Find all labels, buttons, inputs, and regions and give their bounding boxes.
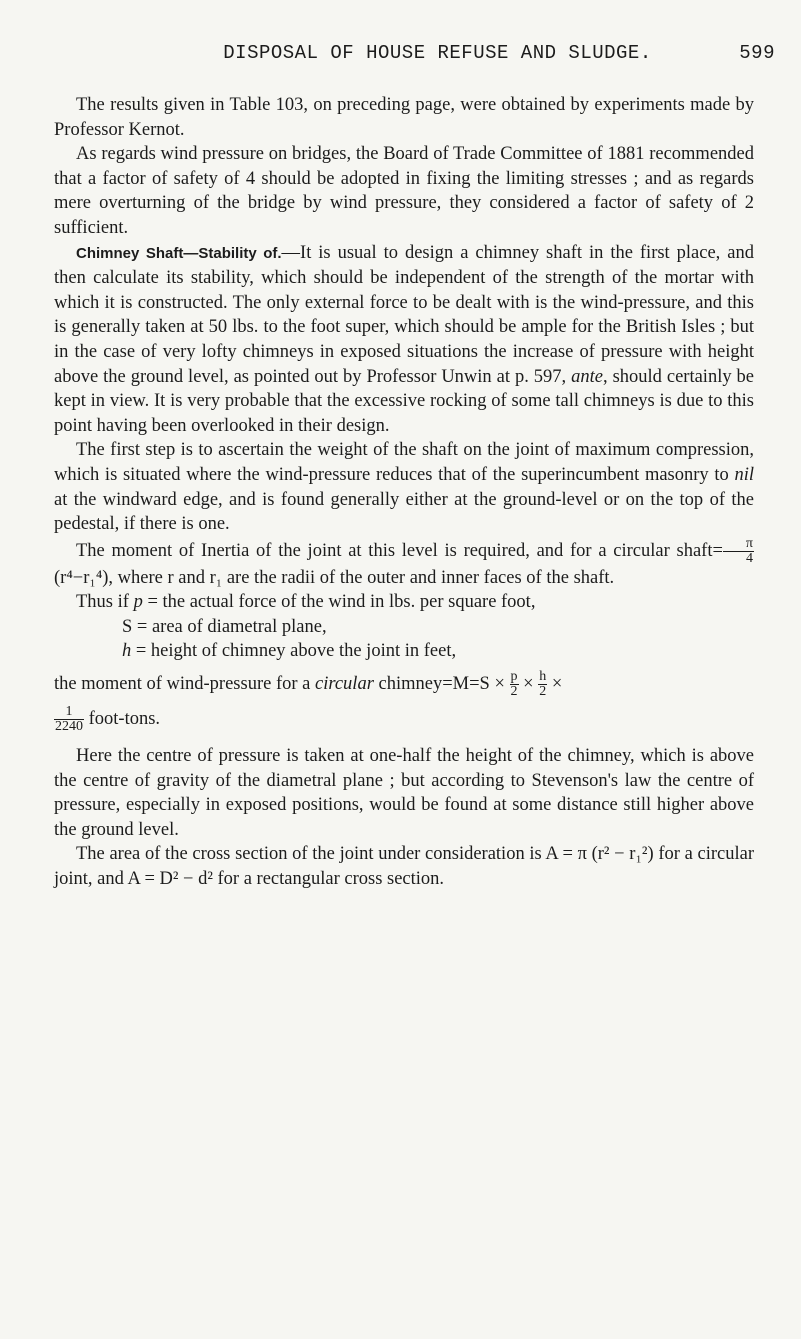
- page-number: 599: [739, 42, 775, 64]
- step-text-a: The first step is to ascertain the weight of the shaft on the joint of maximum compression, which is situated where the wind-pressure reduces that of the superincumbent masonry to: [54, 440, 754, 485]
- pi-over-four-fraction: [723, 537, 754, 566]
- moment-formula-cont: [54, 705, 754, 734]
- moment-pre: the moment of wind-pressure for a: [54, 673, 315, 694]
- moment-times: ×: [518, 673, 539, 694]
- spacer: [54, 734, 754, 744]
- paragraph-centre-of-pressure: Here the centre of pressure is taken at one-half the height of the chimney, which is above the centre of gravity of the diametral plane ; but according to Stevenson's law the centre of pressure, especially in exposed positions, would be found at some distance still higher above the ground level.: [54, 746, 754, 840]
- step-text-nil: nil: [734, 464, 754, 485]
- h-over-two-fraction: [538, 670, 547, 699]
- fraction-numerator: π: [723, 537, 754, 552]
- definition-p: [54, 590, 754, 615]
- paragraph-chimney-stability: [54, 241, 754, 439]
- paragraph-first-step: [54, 438, 754, 536]
- p-over-two-fraction: [510, 670, 519, 699]
- fraction-numerator: h: [539, 669, 547, 685]
- running-header: [88, 41, 787, 67]
- h-definition: = height of chimney above the joint in feet,: [131, 641, 457, 662]
- paragraph-inertia: [54, 537, 754, 591]
- section-text-b: , should certainly be kept in view. It is very probable that the excessive rocking of some tall chimneys is due to this point having been overlooked in their design.: [54, 366, 755, 436]
- fraction-numerator: 1: [54, 705, 84, 720]
- paragraph-kernot: The results given in Table 103, on preceding page, were obtained by experiments made by Professor Kernot.: [54, 95, 754, 140]
- section-heading: Chimney Shaft—Stability of.: [76, 244, 282, 262]
- one-over-2240-fraction: [54, 705, 84, 734]
- h-symbol: h: [122, 641, 132, 662]
- definition-s: S = area of diametral plane,: [122, 616, 327, 637]
- defs-thus: Thus if: [76, 592, 134, 613]
- paragraph-cross-section: The area of the cross section of the joint under consideration is A = π (r² − r₁²) for a circular joint, and A = D² − d² for a rectangular cross section.: [54, 844, 754, 890]
- fraction-numerator: p: [510, 669, 518, 685]
- fraction-denominator: 2240: [55, 719, 83, 735]
- moment-formula: [54, 670, 754, 699]
- step-text-b: at the windward edge, and is found generally either at the ground-level or on the top of the pedestal, if there is one.: [54, 489, 754, 535]
- header-title: DISPOSAL OF HOUSE REFUSE AND SLUDGE.: [223, 42, 652, 64]
- inertia-expression: (r⁴−r₁⁴), where r and r₁ are the radii of the outer and inner faces of the shaft.: [54, 567, 615, 588]
- moment-end: ×: [547, 673, 563, 694]
- moment-unit: foot-tons.: [84, 708, 161, 729]
- p-symbol: p: [133, 592, 143, 613]
- fraction-denominator: 2: [510, 684, 518, 700]
- definition-h: [54, 639, 754, 664]
- section-text-a: —It is usual to design a chimney shaft in the first place, and then calculate its stability, which should be independent of the strength of the mortar with which it is constructed. The only external force to be dealt with is the wind-pressure, and this is generally taken at 50 lbs. to the foot super, which should be ample for the British Isles ; but in the case of very lofty chimneys in exposed situations the increase of pressure with height above the ground level, as pointed out by Professor Unwin at p. 597,: [54, 242, 754, 387]
- inertia-intro: The moment of Inertia of the joint at this level is required, and for a circular shaft=: [76, 540, 723, 561]
- body-text: [54, 93, 754, 892]
- fraction-denominator: 4: [745, 550, 753, 566]
- moment-mid: chimney=M=S ×: [373, 673, 510, 694]
- section-text-ante: ante: [571, 366, 603, 387]
- fraction-denominator: 2: [539, 684, 547, 700]
- moment-circular: circular: [314, 673, 374, 694]
- paragraph-bridges: As regards wind pressure on bridges, the Board of Trade Committee of 1881 recommended that a factor of safety of 4 should be adopted in fixing the limiting stresses ; and as regards mere overturning of the bridge by wind pressure, they considered a factor of safety of 2 sufficient.: [54, 144, 754, 238]
- p-definition: = the actual force of the wind in lbs. per square foot,: [142, 592, 536, 613]
